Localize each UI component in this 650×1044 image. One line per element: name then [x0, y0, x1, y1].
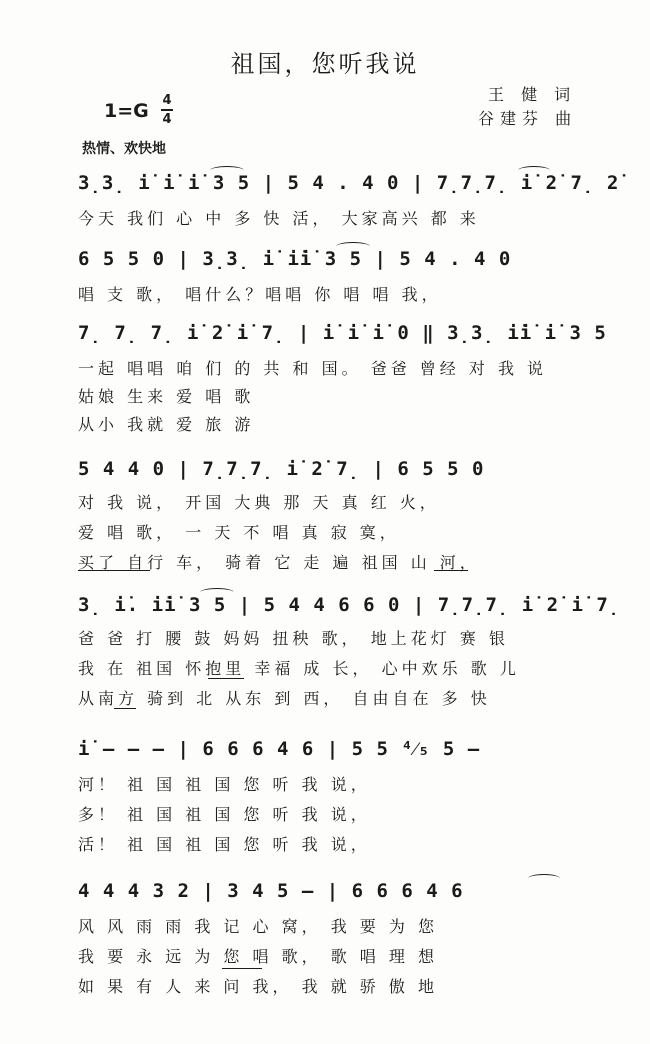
lyric-line: 从南方 骑到 北 从东 到 西， 自由自在 多 快	[78, 689, 491, 708]
slur-mark	[210, 166, 244, 175]
notation-line: 4 4 4 3 2 | 3 4 5 — | 6 6 6 4 6	[78, 880, 464, 902]
notation-line: 3̣3̣ i̇ i̇ i̇ 3 5 | 5 4 . 4 0 | 7̣7̣7̣ i̇ 2̇ 7̣ 2̇	[78, 172, 620, 194]
composer-credit: 谷建芬 曲	[478, 109, 578, 128]
lyric-line: 唱 支 歌， 唱什么？唱唱 你 唱 唱 我，	[78, 285, 442, 304]
underline-mark	[114, 570, 150, 571]
lyric-line: 买了 自行 车， 骑着 它 走 遍 祖国 山 河，	[78, 553, 480, 572]
underline-mark	[434, 570, 468, 571]
score-system-4	[0, 458, 650, 570]
notation-line: 7̣ 7̣ 7̣ i̇ 2̇ i̇ 7̣ | i̇ i̇ i̇ 0 ‖ 3̣3̣ i̇i̇ i̇ 3 5	[78, 322, 607, 344]
tempo-marking: 热情、欢快地	[82, 141, 166, 157]
slur-mark	[518, 166, 550, 175]
lyric-line: 从小 我就 爱 旅 游	[78, 415, 255, 434]
notation-line: 6 5 5 0 | 3̣3̣ i̇ i̇i̇ 3 5 | 5 4 . 4 0	[78, 248, 512, 270]
score-system-5	[0, 594, 650, 706]
time-signature	[160, 92, 174, 128]
underline-mark	[114, 708, 136, 709]
notation-line: 5 4 4 0 | 7̣7̣7̣ i̇ 2̇ 7̣ | 6 5 5 0	[78, 458, 485, 480]
score-system-7	[0, 880, 650, 996]
lyric-line: 姑娘 生来 爱 唱 歌	[78, 387, 255, 406]
lyric-line: 今天 我们 心 中 多 快 活， 大家高兴 都 来	[78, 209, 480, 228]
score-system-3	[0, 322, 650, 434]
lyric-line: 对 我 说， 开国 大典 那 天 真 红 火，	[78, 493, 440, 512]
notation-line: 3̣ i̇. i̇i̇ 3 5 | 5 4 4 6 6 0 | 7̣7̣7̣ i̇ 2̇ i̇ 7̣	[78, 594, 621, 616]
underline-mark	[78, 570, 114, 571]
time-signature-bottom: 4	[162, 112, 172, 127]
lyric-line: 我 在 祖国 怀抱里 幸福 成 长， 心中欢乐 歌 儿	[78, 659, 520, 678]
lyric-line: 我 要 永 远 为 您 唱 歌， 歌 唱 理 想	[78, 947, 438, 966]
lyric-line: 活！ 祖 国 祖 国 您 听 我 说，	[78, 835, 371, 854]
lyricist-credit: 王 健 词	[488, 85, 577, 104]
notation-line: i̇ — — — | 6 6 6 4 6 | 5 5 ⁴⁄₅ 5 —	[78, 738, 481, 760]
lyric-line: 如 果 有 人 来 问 我， 我 就 骄 傲 地	[78, 977, 438, 996]
slur-mark	[200, 588, 234, 597]
underline-mark	[222, 968, 262, 969]
slur-mark	[336, 242, 370, 251]
time-signature-top: 4	[162, 93, 172, 108]
underline-mark	[208, 678, 244, 679]
lyric-line: 一起 唱唱 咱 们 的 共 和 国。 爸爸 曾经 对 我 说	[78, 359, 548, 378]
key-signature: 1=G	[104, 100, 149, 122]
slur-mark	[528, 874, 560, 883]
song-title: 祖国，您听我说	[230, 50, 420, 78]
lyric-line: 爸 爸 打 腰 鼓 妈妈 扭秧 歌， 地上花灯 赛 银	[78, 629, 509, 648]
lyric-line: 爱 唱 歌， 一 天 不 唱 真 寂 寞，	[78, 523, 400, 542]
lyric-line: 河！ 祖 国 祖 国 您 听 我 说，	[78, 775, 371, 794]
lyric-line: 风 风 雨 雨 我 记 心 窝， 我 要 为 您	[78, 917, 438, 936]
lyric-line: 多！ 祖 国 祖 国 您 听 我 说，	[78, 805, 371, 824]
score-system-6	[0, 738, 650, 854]
